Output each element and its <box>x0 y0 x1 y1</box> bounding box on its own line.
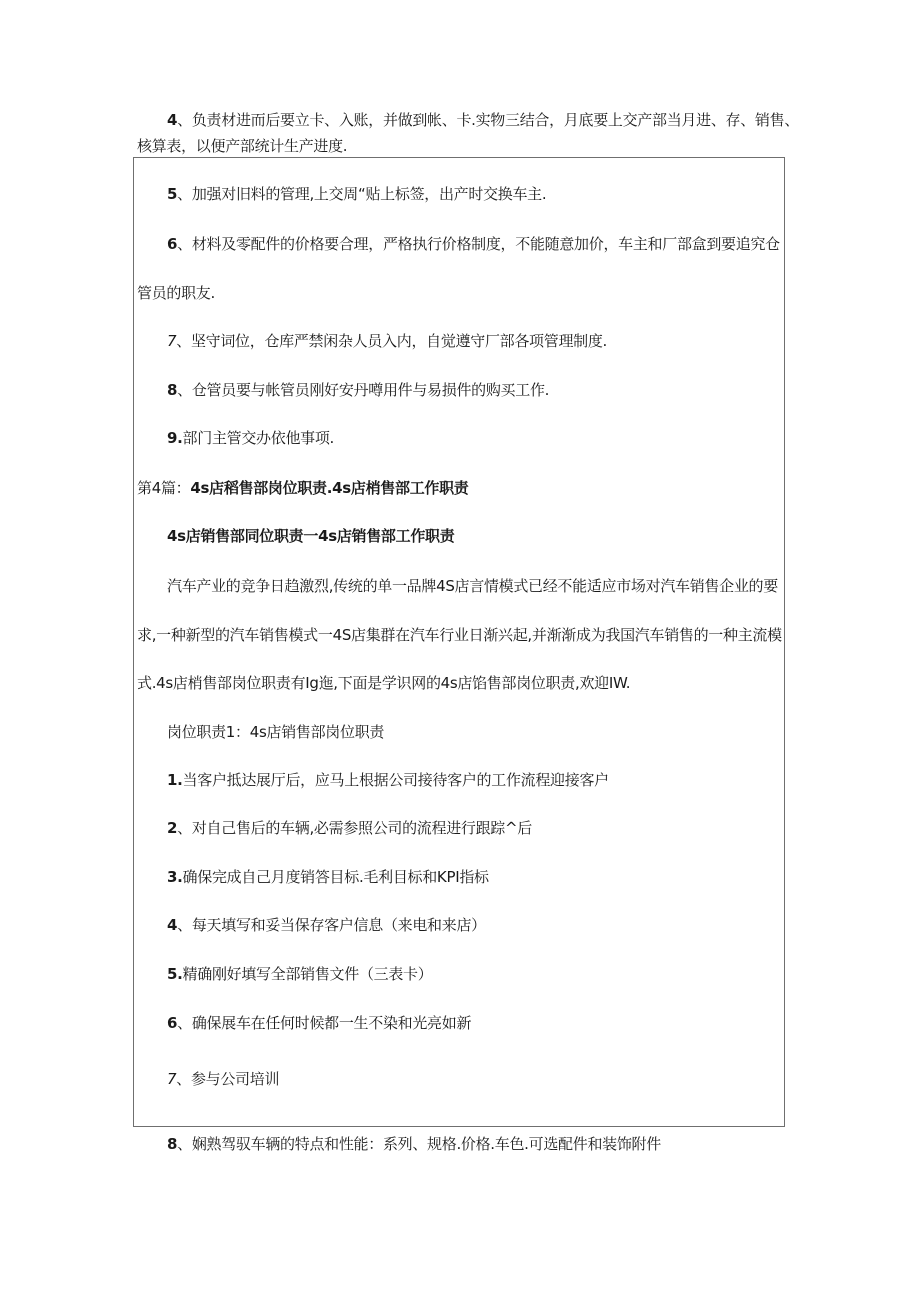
list-number: 2 <box>167 819 178 837</box>
chapter-heading <box>137 478 469 498</box>
list-item-7 <box>167 331 607 351</box>
list-number: 8 <box>167 1135 178 1153</box>
list-number: 8 <box>167 381 178 399</box>
list-number: 3. <box>167 868 183 886</box>
list-number: 6 <box>167 235 178 253</box>
list-number: 4 <box>167 111 178 129</box>
duty-item-6 <box>167 1013 471 1033</box>
list-number: 7 <box>167 332 177 350</box>
list-text: 、负责材进而后要立卡、入账，并做到帐、卡.实物三结合，月底要上交产部当月进、存、销售、 <box>177 111 800 129</box>
list-number: 6 <box>167 1014 178 1032</box>
paragraph-line-1: 汽车产业的竞争日趋激烈,传统的单一品牌4S店言情模式已经不能适应市场对汽车销售企业的要 <box>167 577 778 595</box>
list-number: 9. <box>167 429 183 447</box>
list-number: 5 <box>167 185 178 203</box>
list-text: 精确刚好填写全部销售文件（三表卡） <box>182 965 433 983</box>
list-text: 、仓管员要与帐管员刚好安丹噂用件与易损件的购买工作. <box>177 381 550 399</box>
list-text: 、每天填写和妥当保存客户信息（来电和来店） <box>177 916 486 934</box>
list-number: 7 <box>167 1070 177 1088</box>
duty-item-5 <box>167 964 432 984</box>
list-text: 部门主管交办依他事项. <box>182 429 335 447</box>
paragraph-line-2: 求,一种新型的汽车销售模式一4S店集群在汽车行业日渐兴起,并渐渐成为我国汽车销售的一种主流模 <box>137 626 782 644</box>
chapter-prefix: 第4篇： <box>137 479 191 497</box>
duty-item-1 <box>167 770 609 790</box>
list-item-8 <box>167 380 549 400</box>
list-item-4-continuation: 核算表，以便产部统计生产进度. <box>137 137 348 155</box>
list-number: 4 <box>167 916 178 934</box>
list-text: 、确保展车在任何时候都一生不染和光亮如新 <box>177 1014 472 1032</box>
duty-item-4 <box>167 915 486 935</box>
chapter-title: 4s店稻售部岗位职责.4s店梢售部工作职责 <box>190 479 469 497</box>
list-item-9 <box>167 428 334 448</box>
list-text: 当客户抵达展厅后，应马上根据公司接待客户的工作流程迎接客户 <box>182 771 609 789</box>
list-text: 、加强对旧料的管理,上交周“贴上标签，出产时交换车主. <box>177 185 547 203</box>
list-item-4 <box>167 110 799 130</box>
paragraph-line-3: 式.4s店梢售部岗位职责有Ig迤,下面是学识网的4s店馅售部岗位职责,欢迎IW. <box>137 674 631 692</box>
subtitle: 4s店销售部同位职责一4s店销售部工作职责 <box>167 527 455 545</box>
duty-item-3 <box>167 867 489 887</box>
section-title: 岗位职责1：4s店销售部岗位职责 <box>167 723 385 741</box>
list-text: 、对自己售后的车辆,必需参照公司的流程进行跟踪^后 <box>177 819 532 837</box>
list-text: 、材料及零配件的价格要合理，严格执行价格制度，不能随意加价，车主和厂部盒到要追究仓 <box>177 235 780 253</box>
duty-item-2 <box>167 818 532 838</box>
list-number: 5. <box>167 965 183 983</box>
duty-item-8 <box>167 1134 661 1154</box>
list-text: 、娴熟驾驭车辆的特点和性能：系列、规格.价格.车色.可选配件和装饰附件 <box>177 1135 661 1153</box>
list-number: 1. <box>167 771 183 789</box>
list-text: 确保完成自己月度销答目标.毛利目标和KPI指标 <box>182 868 489 886</box>
list-text: 、参与公司培训 <box>176 1070 280 1088</box>
list-item-6-continuation: 管员的职友. <box>137 284 215 302</box>
list-item-6 <box>167 234 780 254</box>
duty-item-7 <box>167 1069 279 1089</box>
list-item-5 <box>167 184 546 204</box>
list-text: 、坚守词位，仓库严禁闲杂人员入内，自觉遵守厂部各项管理制度. <box>176 332 608 350</box>
